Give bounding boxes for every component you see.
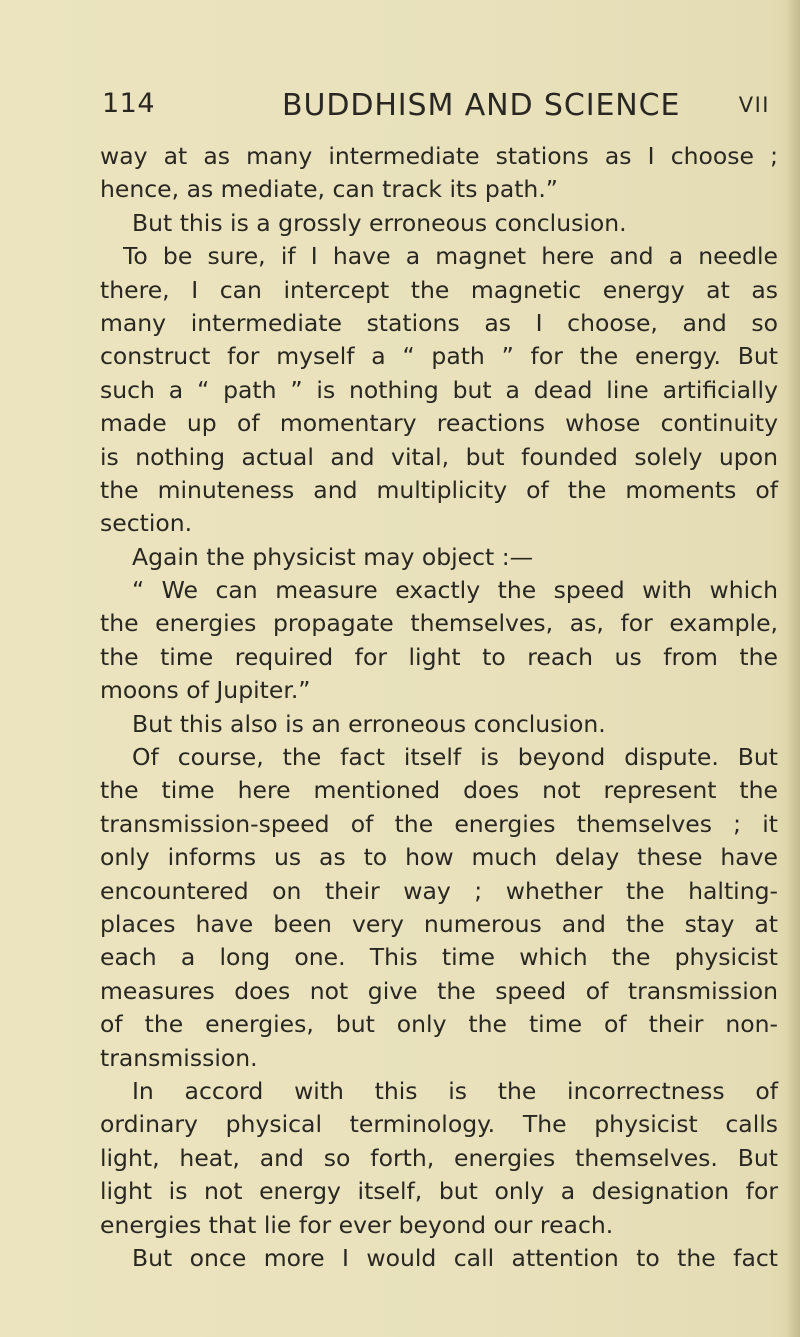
text-line: To be sure, if I have a magnet here and a needle [123,242,778,271]
text-line: transmission-speed of the energies themselves ; it [100,809,778,838]
text-line: such a “ path ” is nothing but a dead line artificially [100,375,778,404]
text-line: places have been very numerous and the stay at [100,909,778,938]
text-line: moons of Jupiter.” [100,676,311,705]
text-line: the time here mentioned does not represent the [100,776,778,805]
text-line: only informs us as to how much delay these have [100,843,778,872]
text-line: energies that lie for ever beyond our reach. [100,1210,614,1239]
text-line: construct for myself a “ path ” for the energy. But [100,342,778,371]
text-line: But once more I would call attention to the fact [132,1243,778,1272]
text-line: But this is a grossly erroneous conclusion. [132,208,627,237]
text-line: made up of momentary reactions whose continuity [100,409,778,438]
text-line: each a long one. This time which the physicist [100,943,778,972]
text-line: the minuteness and multiplicity of the moments of [100,475,778,504]
running-header [102,88,770,128]
text-line: many intermediate stations as I choose, and so [100,308,778,337]
text-line: Again the physicist may object :— [132,542,534,571]
text-line: of the energies, but only the time of their non- [100,1010,778,1039]
body-text [100,140,778,1275]
text-line: is nothing actual and vital, but founded solely upon [100,442,778,471]
text-line: there, I can intercept the magnetic energy at as [100,275,778,304]
chapter-number: VII [738,93,770,117]
text-line: the energies propagate themselves, as, for example, [100,609,778,638]
text-line: But this also is an erroneous conclusion. [132,709,606,738]
text-line: “ We can measure exactly the speed with which [132,576,778,605]
page-number: 114 [102,88,156,119]
text-line: section. [100,509,193,538]
text-line: measures does not give the speed of transmission [100,976,778,1005]
text-line: light is not energy itself, but only a designation for [100,1177,778,1206]
text-line: encountered on their way ; whether the halting- [100,876,778,905]
text-line: ordinary physical terminology. The physicist calls [100,1110,778,1139]
running-title: BUDDHISM AND SCIENCE [282,88,681,123]
text-line: transmission. [100,1043,258,1072]
text-line: Of course, the fact itself is beyond dispute. But [132,743,778,772]
text-line: In accord with this is the incorrectness of [132,1076,778,1105]
text-line: way at as many intermediate stations as I choose ; [100,142,778,170]
text-line: light, heat, and so forth, energies themselves. But [100,1143,778,1172]
page-edge-shadow [786,0,800,1337]
text-line: hence, as mediate, can track its path.” [100,175,558,204]
text-line: the time required for light to reach us from the [100,642,778,671]
